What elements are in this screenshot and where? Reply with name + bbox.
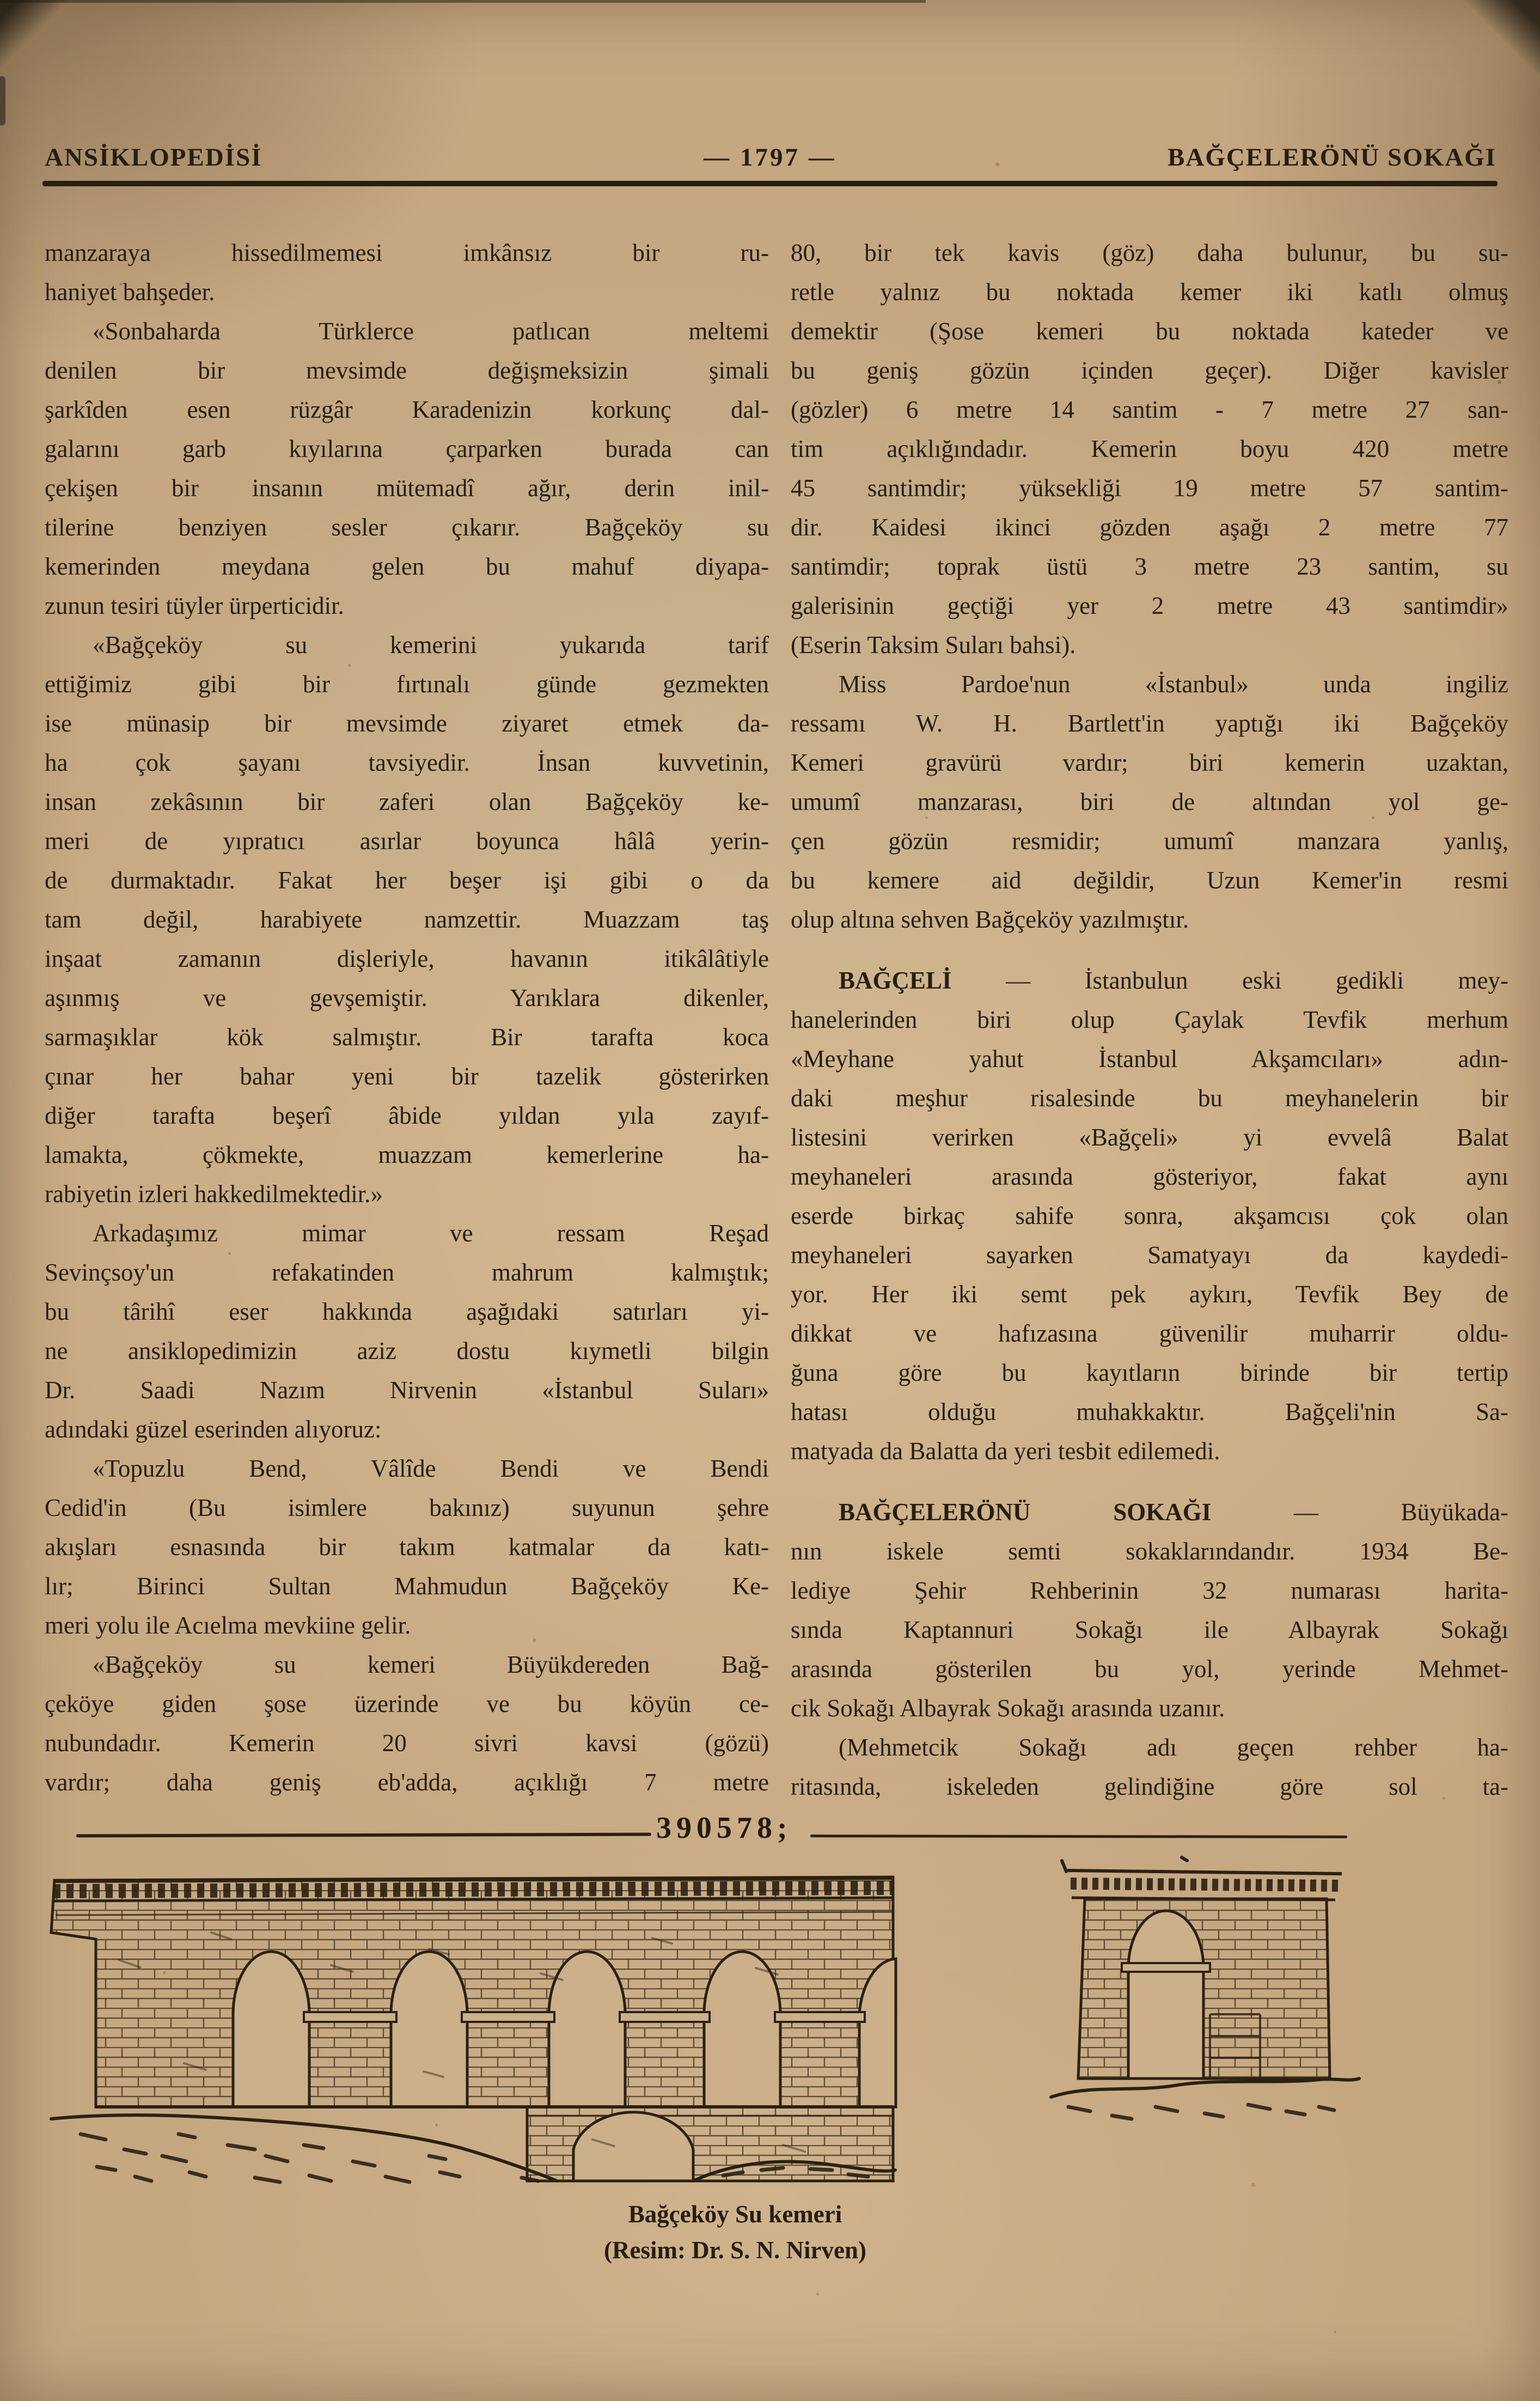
text-line: daki meşhur risalesinde bu meyhanelerin bir	[791, 1084, 1508, 1112]
aqueduct-engraving-right	[1047, 1851, 1362, 2123]
text-line: meri de yıpratıcı asırlar boyunca hâlâ yerin-	[45, 827, 769, 855]
text-line: «Bağçeköy su kemerini yukarıda tarif	[93, 631, 769, 659]
text-line: yor. Her iki semt pek aykırı, Tevfik Bey de	[791, 1281, 1508, 1308]
text-line: çekişen bir insanın mütemadî ağır, derin inil-	[45, 474, 769, 502]
text-line: olup altına sehven Bağçeköy yazılmıştır.	[791, 906, 1189, 933]
text-line: 80, bir tek kavis (göz) daha bulunur, bu su-	[791, 239, 1508, 266]
figure-top-rule-left	[76, 1833, 651, 1838]
text-line: (Eserin Taksim Suları bahsi).	[791, 631, 1076, 659]
paper-speckles	[0, 0, 2, 2]
text-line: lır; Birinci Sultan Mahmudun Bağçeköy Ke-	[45, 1573, 769, 1600]
text-line: kemerinden meydana gelen bu mahuf diyapa-	[45, 553, 769, 580]
text-line: ise münasip bir mevsimde ziyaret etmek da-	[45, 710, 769, 737]
text-line: retle yalnız bu noktada kemer iki katlı olmuş	[791, 278, 1508, 306]
text-line: ritasında, iskeleden gelindiğine göre sol ta-	[791, 1773, 1508, 1800]
figure-caption-title: Bağçeköy Su kemeri	[628, 2201, 842, 2228]
text-line: umumî manzarası, biri de altından yol ge-	[791, 788, 1508, 815]
text-line: sarmaşıklar kök salmıştır. Bir tarafta koca	[45, 1023, 769, 1051]
text-line: bu geniş gözün içinden geçer). Diğer kavisler	[791, 357, 1508, 384]
paragraph	[45, 312, 769, 625]
text-line: şarkîden esen rüzgâr Karadenizin korkunç dal-	[45, 396, 769, 423]
text-line: insan zekâsının bir zaferi olan Bağçeköy ke-	[45, 788, 769, 815]
text-line: 45 santimdir; yüksekliği 19 metre 57 santim-	[791, 474, 1508, 502]
text-line: meyhaneleri sayarken Samatyayı da kaydedi-	[791, 1241, 1508, 1269]
text-line: çen gözün resmidir; umumî manzara yanlış,	[791, 827, 1508, 855]
header-rule	[42, 181, 1498, 186]
text-line: de durmaktadır. Fakat her beşer işi gibi o da	[45, 867, 769, 894]
text-line: diğer tarafta beşerî âbide yıldan yıla zayıf-	[45, 1102, 769, 1129]
text-line: galerisinin geçtiği yer 2 metre 43 santimdir»	[791, 592, 1508, 619]
article-running-head: BAĞÇELERÖNÜ SOKAĞI	[1167, 143, 1496, 172]
text-line: vardır; daha geniş eb'adda, açıklığı 7 metre	[45, 1769, 769, 1796]
text-line: ressamı W. H. Bartlett'in yaptığı iki Bağçeköy	[791, 710, 1508, 737]
text-line: bu kemere aid değildir, Uzun Kemer'in resmi	[791, 867, 1508, 894]
text-line: ğuna göre bu kayıtların birinde bir tertip	[791, 1359, 1508, 1386]
text-line: dikkat ve hafızasına güvenilir muharrir oldu-	[791, 1320, 1508, 1347]
figure-caption-credit: (Resim: Dr. S. N. Nirven)	[603, 2237, 866, 2264]
plate-number: 390578;	[656, 1811, 792, 1845]
text-line: adındaki güzel eserinden alıyoruz:	[45, 1416, 382, 1443]
text-line: demektir (Şose kemeri bu noktada kateder ve	[791, 318, 1508, 345]
text-line: Kemeri gravürü vardır; biri kemerin uzaktan,	[791, 749, 1508, 776]
text-line: «Topuzlu Bend, Vâlîde Bendi ve Bendi	[93, 1455, 769, 1482]
text-line: dir. Kaidesi ikinci gözden aşağı 2 metre 77	[791, 514, 1508, 541]
paragraph	[45, 1449, 769, 1645]
text-line: nubundadır. Kemerin 20 sivri kavsi (gözü)	[45, 1729, 769, 1757]
figure-top-rule-right	[810, 1835, 1347, 1838]
text-line: sında Kaptannuri Sokağı ile Albayrak Sokağı	[791, 1616, 1508, 1643]
paragraph	[791, 665, 1508, 939]
text-line: tam değil, harabiyete namzettir. Muazzam taş	[45, 906, 769, 933]
paragraph	[45, 233, 769, 312]
text-line: nın iskele semti sokaklarındandır. 1934 Be-	[791, 1538, 1508, 1565]
running-title: ANSİKLOPEDİSİ	[45, 143, 262, 172]
paragraph	[791, 233, 1508, 665]
text-line: Dr. Saadi Nazım Nirvenin «İstanbul Suları»	[45, 1376, 769, 1404]
aqueduct-engraving-left	[48, 1851, 897, 2184]
text-line: akışları esnasında bir takım katmalar da katı-	[45, 1533, 769, 1561]
text-line: BAĞÇELERÖNÜ SOKAĞI — Büyükada-	[839, 1498, 1508, 1526]
paragraph	[45, 625, 769, 1214]
text-line: çınar her bahar yeni bir tazelik gösterirken	[45, 1063, 769, 1090]
scan-corner-shadow-right	[1437, 0, 1540, 93]
text-line: Cedid'in (Bu isimlere bakınız) suyunun şehre	[45, 1494, 769, 1521]
text-line: BAĞÇELİ — İstanbulun eski gedikli mey-	[839, 967, 1508, 994]
text-line: (Mehmetcik Sokağı adı geçen rehber ha-	[839, 1734, 1508, 1761]
text-line: çeköye giden şose üzerinde ve bu köyün ce-	[45, 1690, 769, 1717]
text-line: (gözler) 6 metre 14 santim - 7 metre 27 san-	[791, 396, 1508, 423]
text-column-left	[45, 233, 769, 1802]
text-line: meyhaneleri arasında gösteriyor, fakat aynı	[791, 1163, 1508, 1190]
scan-edge-nick	[0, 76, 5, 125]
text-line: meri yolu ile Acıelma mevkiine gelir.	[45, 1612, 411, 1639]
text-line: galarını garb kıyılarına çarparken burada can	[45, 435, 769, 462]
text-line: Arkadaşımız mimar ve ressam Reşad	[93, 1220, 769, 1247]
text-line: ha çok şayanı tavsiyedir. İnsan kuvvetinin,	[45, 749, 769, 776]
text-line: haniyet bahşeder.	[45, 278, 215, 306]
text-line: rabiyetin izleri hakkedilmektedir.»	[45, 1180, 383, 1208]
text-line: «Bağçeköy su kemeri Büyükdereden Bağ-	[93, 1651, 769, 1678]
text-line: zunun tesiri tüyler ürperticidir.	[45, 592, 344, 619]
text-line: Sevinçsoy'un refakatinden mahrum kalmıştık;	[45, 1259, 769, 1286]
text-column-right	[791, 233, 1508, 1806]
text-line: aşınmış ve gevşemiştir. Yarıklara dikenler,	[45, 984, 769, 1011]
text-line: arasında gösterilen bu yol, yerinde Mehmet-	[791, 1655, 1508, 1683]
scan-edge-line	[0, 0, 926, 3]
page-number: — 1797 —	[704, 143, 836, 172]
text-line: lamakta, çökmekte, muazzam kemerlerine ha-	[45, 1141, 769, 1168]
text-line: matyada da Balatta da yeri tesbit edilemedi.	[791, 1437, 1220, 1465]
text-line: «Meyhane yahut İstanbul Akşamcıları» adın-	[791, 1045, 1508, 1072]
text-line: eserde birkaç sahife sonra, akşamcısı çok olan	[791, 1202, 1508, 1229]
text-line: cik Sokağı Albayrak Sokağı arasında uzanır.	[791, 1695, 1225, 1722]
scan-corner-shadow-left	[0, 0, 82, 109]
paragraph	[45, 1645, 769, 1802]
text-line: hanelerinden biri olup Çaylak Tevfik merhum	[791, 1006, 1508, 1033]
paragraph	[791, 1728, 1508, 1806]
text-line: «Sonbaharda Türklerce patlıcan meltemi	[93, 318, 769, 345]
paragraph	[45, 1214, 769, 1449]
text-line: tilerine benziyen sesler çıkarır. Bağçeköy su	[45, 514, 769, 541]
text-line: denilen bir mevsimde değişmeksizin şimali	[45, 357, 769, 384]
paragraph	[791, 1492, 1508, 1728]
text-line: lediye Şehir Rehberinin 32 numarası harita-	[791, 1577, 1508, 1604]
text-line: ettiğimiz gibi bir fırtınalı günde gezmekten	[45, 671, 769, 698]
text-line: inşaat zamanın dişleriyle, havanın itikâlâtiyle	[45, 945, 769, 972]
figure-caption	[517, 2196, 953, 2268]
text-line: listesini verirken «Bağçeli» yi evvelâ Balat	[791, 1124, 1508, 1151]
text-line: santimdir; toprak üstü 3 metre 23 santim, su	[791, 553, 1508, 580]
text-line: ne ansiklopedimizin aziz dostu kıymetli bilgin	[45, 1337, 769, 1364]
paragraph	[791, 961, 1508, 1471]
text-line: hatası olduğu muhakkaktır. Bağçeli'nin Sa-	[791, 1398, 1508, 1425]
text-line: manzaraya hissedilmemesi imkânsız bir ru-	[45, 239, 769, 266]
text-line: tim açıklığındadır. Kemerin boyu 420 metre	[791, 435, 1508, 462]
text-line: bu târihî eser hakkında aşağıdaki satırları yi-	[45, 1298, 769, 1325]
text-line: Miss Pardoe'nun «İstanbul» unda ingiliz	[839, 671, 1508, 698]
